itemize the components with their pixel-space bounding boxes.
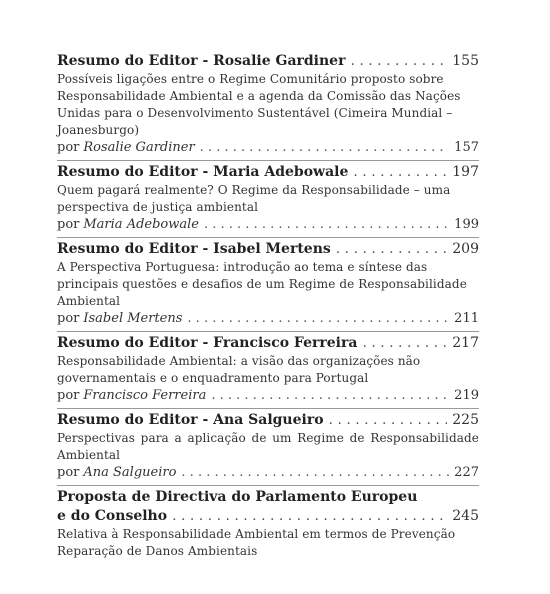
author-name: Francisco Ferreira: [83, 388, 207, 403]
leader-dots: [172, 507, 447, 526]
toc-entry-description: Relativa à Responsabilidade Ambiental em termos de Prevenção Reparação de Danos Ambientais: [57, 527, 456, 558]
toc-entry-title-row[interactable]: [57, 507, 479, 526]
toc-entry-description: Perspectivas para a aplicação de um Regime de Responsabilidade Ambiental: [57, 431, 479, 462]
author-page-number: 199: [454, 217, 479, 232]
table-of-contents: [57, 50, 479, 563]
toc-entry-final: [57, 485, 479, 563]
toc-entry-page-number: 197: [452, 164, 479, 180]
author-page-number: 219: [454, 388, 479, 403]
leader-dots: [211, 387, 449, 405]
toc-entry-title: Resumo do Editor - Maria Adebowale: [57, 164, 349, 180]
toc-entry: [57, 50, 479, 160]
leader-dots: [200, 139, 450, 157]
leader-dots: [353, 163, 447, 182]
toc-entry-author-row[interactable]: [57, 139, 479, 157]
toc-entry-author-row[interactable]: [57, 310, 479, 328]
toc-entry: [57, 331, 479, 408]
toc-entry-page-number: 225: [452, 412, 479, 428]
leader-dots: [181, 464, 449, 482]
leader-dots: [336, 240, 448, 259]
toc-entry-title: Resumo do Editor - Rosalie Gardiner: [57, 53, 346, 69]
leader-dots: [362, 334, 447, 353]
author-name: Isabel Mertens: [83, 311, 183, 326]
leader-dots: [329, 411, 448, 430]
toc-entry-author-row[interactable]: [57, 464, 479, 482]
toc-entry-author-row[interactable]: [57, 387, 479, 405]
toc-entry-description: Quem pagará realmente? O Regime da Responsabilidade – uma perspectiva de justiça ambiental: [57, 183, 451, 214]
leader-dots: [187, 310, 449, 328]
toc-entry: [57, 160, 479, 237]
author-prefix: por: [57, 465, 80, 480]
author-name: Ana Salgueiro: [83, 465, 177, 480]
toc-entry-title-line2: e do Conselho: [57, 508, 168, 524]
toc-entry-title: Resumo do Editor - Francisco Ferreira: [57, 335, 358, 351]
toc-entry-title: Resumo do Editor - Isabel Mertens: [57, 241, 331, 257]
toc-entry-title-line1[interactable]: Proposta de Directiva do Parlamento Europeu: [57, 489, 418, 505]
author-name: Maria Adebowale: [83, 217, 199, 232]
toc-entry-title: Resumo do Editor - Ana Salgueiro: [57, 412, 324, 428]
author-name: Rosalie Gardiner: [83, 140, 195, 155]
toc-entry-title-row[interactable]: [57, 163, 479, 182]
toc-entry-page-number: 209: [452, 241, 479, 257]
toc-entry: [57, 237, 479, 331]
author-page-number: 227: [454, 465, 479, 480]
leader-dots: [350, 52, 447, 71]
author-page-number: 157: [454, 140, 479, 155]
author-prefix: por: [57, 140, 80, 155]
author-prefix: por: [57, 217, 80, 232]
author-prefix: por: [57, 388, 80, 403]
toc-entry-description: Responsabilidade Ambiental: a visão das organizações não governamentais e o enquadramento para Portugal: [57, 354, 421, 385]
toc-entry-title-row[interactable]: [57, 411, 479, 430]
toc-entry-title-row[interactable]: [57, 334, 479, 353]
author-page-number: 211: [454, 311, 479, 326]
toc-entry-author-row[interactable]: [57, 216, 479, 234]
leader-dots: [204, 216, 449, 234]
toc-entry-page-number: 245: [452, 508, 479, 524]
toc-entry: [57, 408, 479, 485]
toc-entry-description: Possíveis ligações entre o Regime Comunitário proposto sobre Responsabilidade Ambiental e a agenda da Comissão das Nações Unidas para o Desenvolvimento Sustentável (Cimeira Mundial – Joanesburgo): [57, 72, 461, 137]
author-prefix: por: [57, 311, 80, 326]
toc-entry-page-number: 155: [452, 53, 479, 69]
toc-entry-description: A Perspectiva Portuguesa: introdução ao tema e síntese das principais questões e desafios de um Regime de Responsabilidade Ambiental: [57, 260, 467, 308]
toc-entry-title-row[interactable]: [57, 52, 479, 71]
toc-entry-page-number: 217: [452, 335, 479, 351]
toc-entry-title-row[interactable]: [57, 240, 479, 259]
